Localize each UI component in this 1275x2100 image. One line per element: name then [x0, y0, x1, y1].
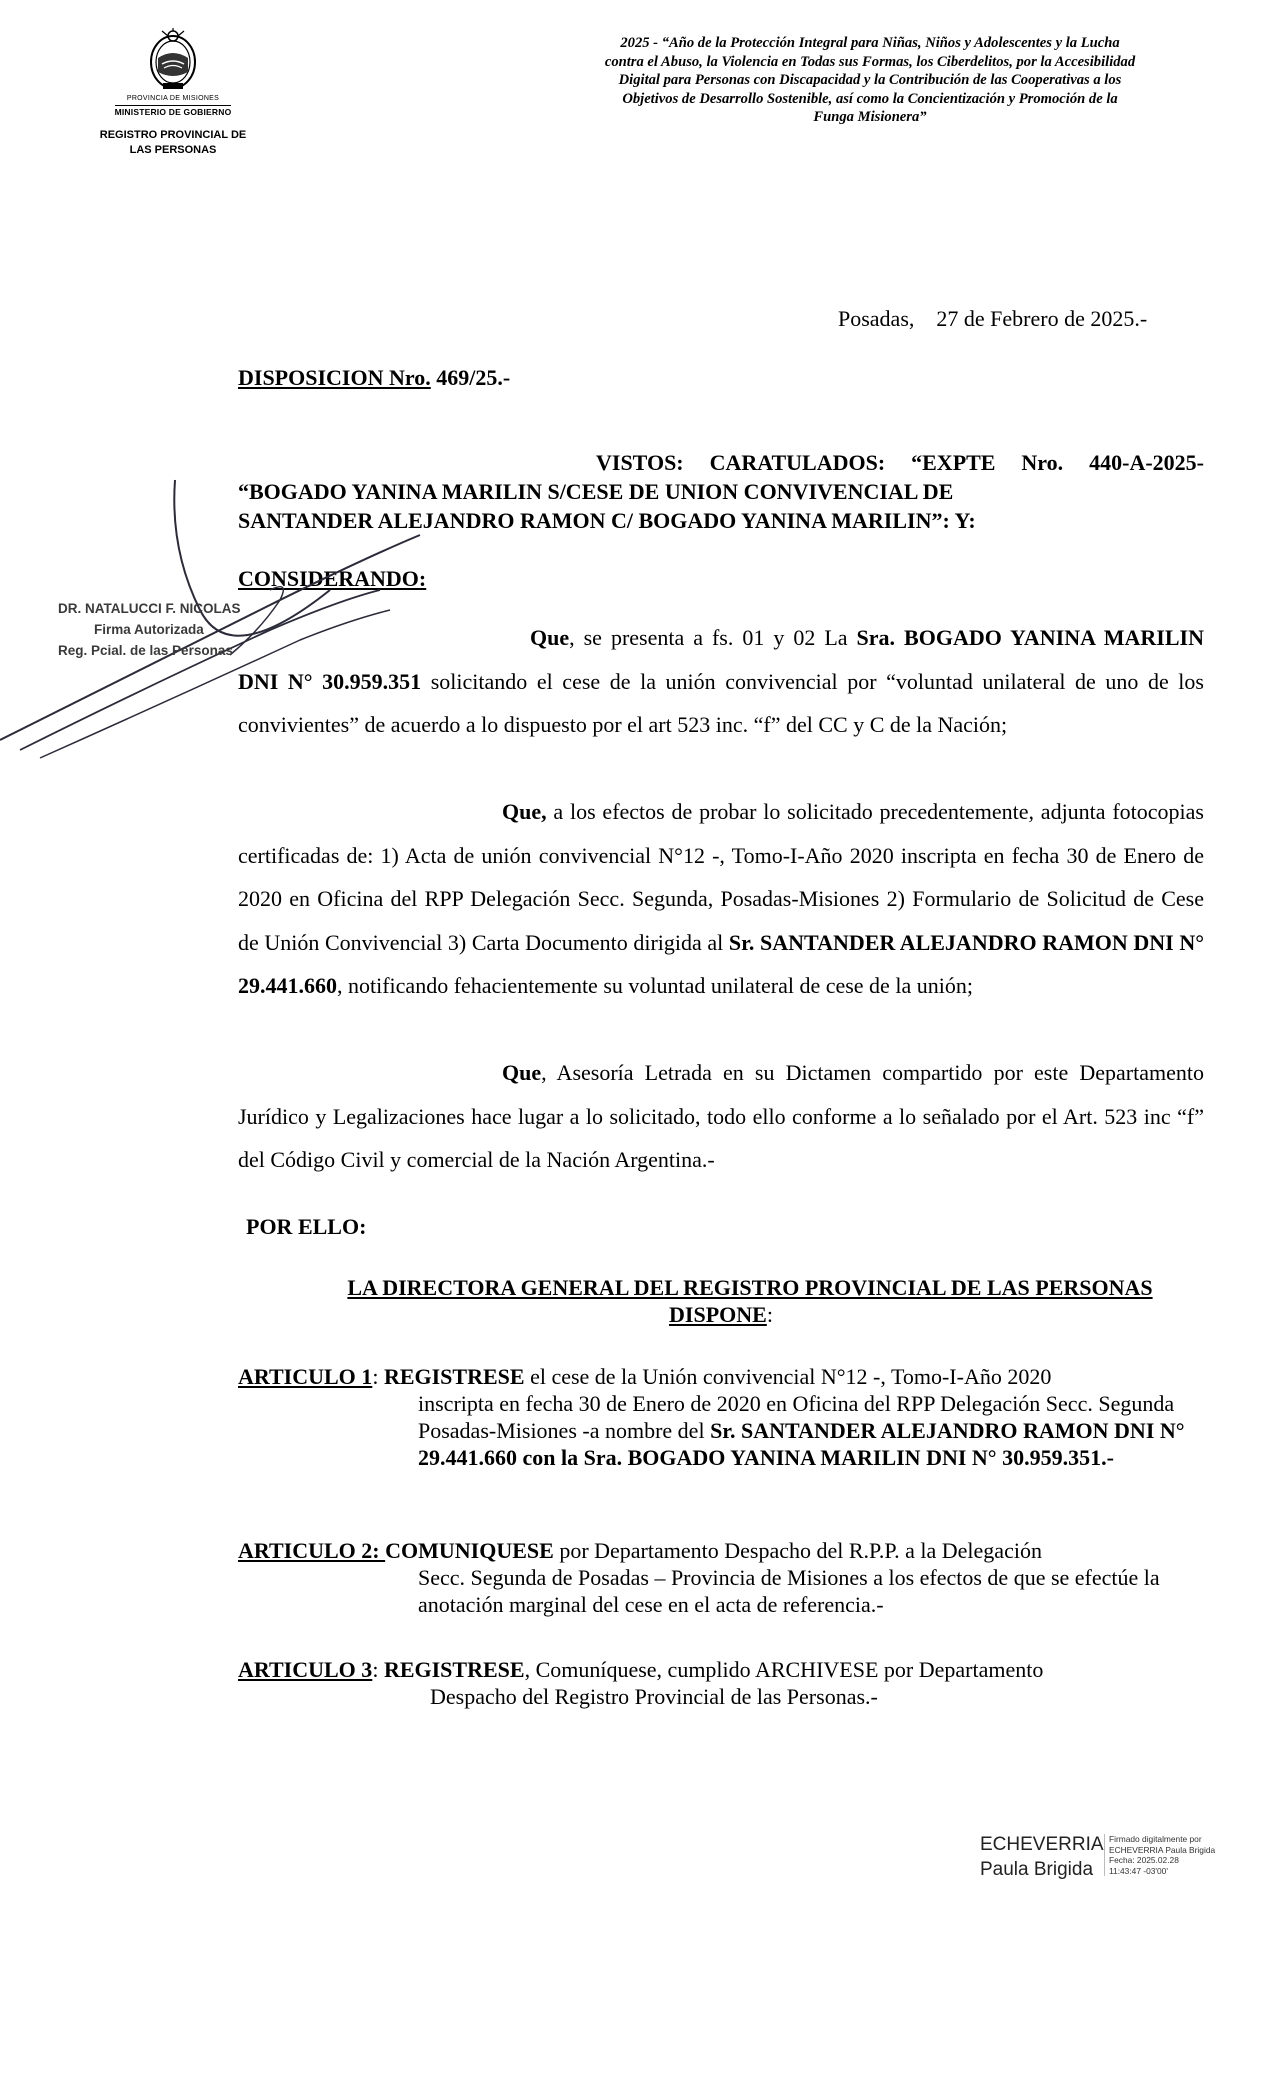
- considerando-heading: CONSIDERANDO:: [238, 566, 427, 591]
- logo-province-text: PROVINCIA DE MISIONES: [126, 95, 220, 102]
- article-3-label: ARTICULO 3: [238, 1657, 373, 1682]
- signer-surname: ECHEVERRIA: [980, 1834, 1104, 1855]
- disposition-number: 469/25.-: [430, 365, 511, 390]
- por-ello-heading: POR ELLO:: [246, 1214, 367, 1239]
- disposition-label: DISPOSICION Nro.: [238, 365, 431, 390]
- article-1: ARTICULO 1: REGISTRESE el cese de la Unión convivencial N°12 -, Tomo-I-Año 2020 inscripta en fecha 30 de Enero de 2020 en Oficina del RPP Delegación Secc. Segunda Posadas-Misiones -a nombre del Sr. SANTANDER ALEJANDRO RAMON DNI N° 29.441.660 con la Sra. BOGADO YANINA MARILIN DNI N° 30.959.351.-: [238, 1364, 1185, 1470]
- article-2: ARTICULO 2: COMUNIQUESE por Departamento Despacho del R.P.P. a la Delegación Secc. Segunda de Posadas – Provincia de Misiones a los efectos de que se efectúe la anotación marginal del cese en el acta de referencia.-: [238, 1538, 1160, 1617]
- signer-given-name: Paula Brigida: [980, 1859, 1094, 1880]
- coat-of-arms-icon: [142, 28, 204, 92]
- dispone-word: DISPONE: [669, 1302, 767, 1327]
- year-motto: 2025 - “Año de la Protección Integral para Niñas, Niños y Adolescentes y la Lucha contra el Abuso, la Violencia en Todas sus Formas, los Ciberdelitos, por la Accesibilidad Digital para Personas con Discapacidad y la Contribución de las Cooperativas a los Objetivos de Desarrollo Sostenible, así como la Concientización y Promoción de la Funga Misionera”: [604, 35, 1136, 125]
- disposition-title: [238, 365, 510, 391]
- logo-ministry-text: MINISTERIO DE GOBIERNO: [114, 107, 232, 117]
- registry-name: REGISTRO PROVINCIAL DE LAS PERSONAS: [99, 129, 247, 156]
- vistos-line-1: VISTOS: CARATULADOS: “EXPTE Nro. 440-A-2025-: [596, 450, 1204, 475]
- vistos-line-2: “BOGADO YANINA MARILIN S/CESE DE UNION CONVIVENCIAL DE: [238, 479, 954, 504]
- considerando-paragraph-3: Que, Asesoría Letrada en su Dictamen compartido por este Departamento Jurídico y Legalizaciones hace lugar a lo solicitado, todo ello conforme a lo señalado por el Art. 523 inc “f” del Código Civil y comercial de la Nación Argentina.-: [238, 1060, 1204, 1172]
- article-3: ARTICULO 3: REGISTRESE, Comuníquese, cumplido ARCHIVESE por Departamento Despacho del Registro Provincial de las Personas.-: [238, 1657, 1044, 1709]
- date-line: Posadas, 27 de Febrero de 2025.-: [838, 306, 1148, 331]
- director-title: LA DIRECTORA GENERAL DEL REGISTRO PROVINCIAL DE LAS PERSONAS: [347, 1275, 1153, 1300]
- article-2-label: ARTICULO 2:: [238, 1538, 386, 1563]
- authorization-stamp: DR. NATALUCCI F. NICOLAS Firma Autorizada Reg. Pcial. de las Personas: [58, 601, 241, 658]
- considerando-paragraph-1: Que, se presenta a fs. 01 y 02 La Sra. BOGADO YANINA MARILIN DNI N° 30.959.351 solicitando el cese de la unión convivencial por “voluntad unilateral de uno de los convivientes” de acuerdo a lo dispuesto por el art 523 inc. “f” del CC y C de la Nación;: [238, 625, 1204, 737]
- digital-signature-block: [980, 1832, 1216, 1882]
- que-lead: Que: [502, 1060, 542, 1085]
- article-1-label: ARTICULO 1: [238, 1364, 373, 1389]
- respondent-name: Sr. SANTANDER ALEJANDRO RAMON DNI N° 29.441.660: [238, 929, 1205, 998]
- signature-details: Firmado digitalmente por ECHEVERRIA Paula Brigida Fecha: 2025.02.28 11:43:47 -03'00': [1104, 1834, 1259, 1876]
- applicant-name: Sra. BOGADO YANINA MARILIN DNI N° 30.959.351: [238, 625, 1204, 694]
- ministry-logo: [78, 28, 268, 158]
- considerando-paragraph-2: Que, a los efectos de probar lo solicitado precedentemente, adjunta fotocopias certificadas de: 1) Acta de unión convivencial N°12 -, Tomo-I-Año 2020 inscripta en fecha 30 de Enero de 2020 en Oficina del RPP Delegación Secc. Segunda, Posadas-Misiones 2) Formulario de Solicitud de Cese de Unión Convivencial 3) Carta Documento dirigida al Sr. SANTANDER ALEJANDRO RAMON DNI N° 29.441.660, notificando fehacientemente su voluntad unilateral de cese de la unión;: [238, 799, 1205, 998]
- que-lead: Que: [530, 625, 570, 650]
- que-lead: Que,: [502, 799, 547, 824]
- vistos-line-3: SANTANDER ALEJANDRO RAMON C/ BOGADO YANINA MARILIN”: Y:: [238, 508, 976, 533]
- director-dispone-heading: LA DIRECTORA GENERAL DEL REGISTRO PROVINCIAL DE LAS PERSONAS DISPONE:: [238, 1274, 1204, 1328]
